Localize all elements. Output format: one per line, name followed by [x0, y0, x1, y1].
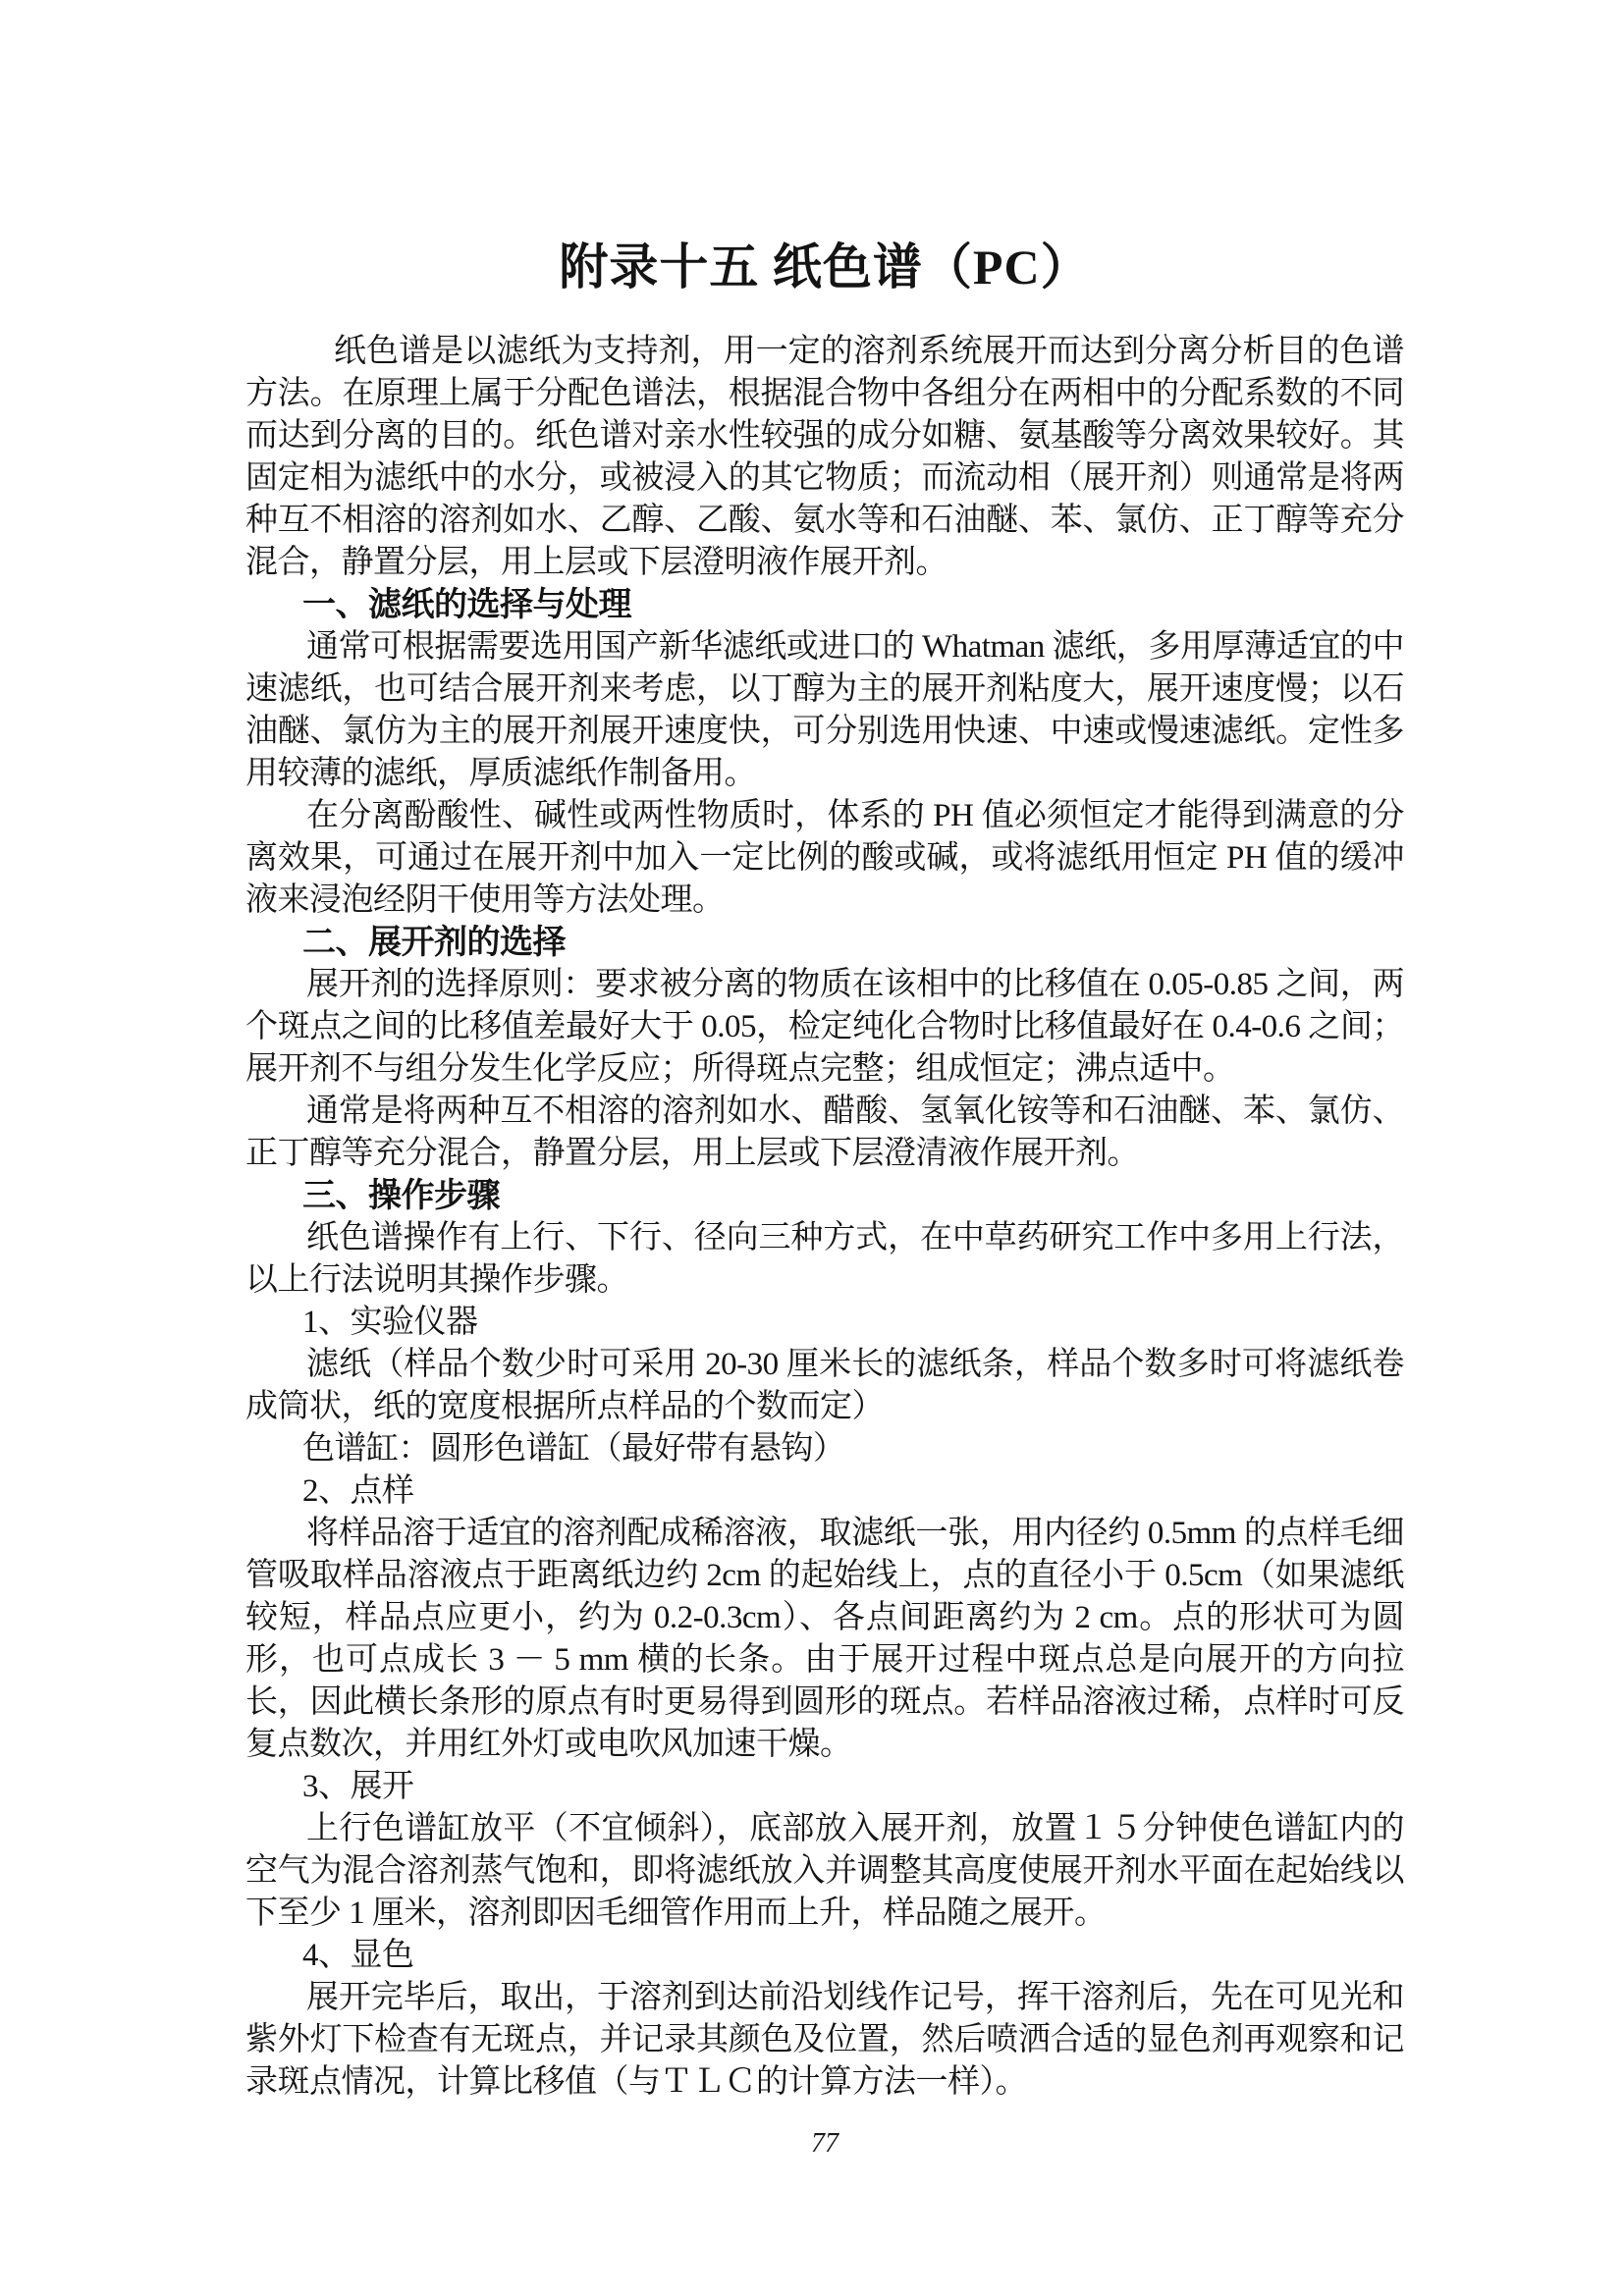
section-heading: 三、操作步骤	[302, 1178, 500, 1214]
paragraph: 纸色谱操作有上行、下行、径向三种方式，在中草药研究工作中多用上行法，以上行法说明其操作步骤。	[245, 1220, 1404, 1298]
paragraph: 将样品溶于适宜的溶剂配成稀溶液，取滤纸一张，用内径约 0.5mm 的点样毛细管吸取样品溶液点于距离纸边约 2cm 的起始线上，点的直径小于 0.5cm（如果滤纸较短，样品点应更小，约为 0.2-0.3cm）、各点间距离约为 2 cm。点的形状可为圆形，也可点成长 3 － 5 mm 横的长条。由于展开过程中斑点总是向展开的方向拉长，因此横长条形的原点有时更易得到圆形的斑点。若样品溶液过稀，点样时可反复点数次，并用红外灯或电吹风加速干燥。	[245, 1516, 1404, 1762]
paragraph: 在分离酚酸性、碱性或两性物质时，体系的 PH 值必须恒定才能得到满意的分离效果，可通过在展开剂中加入一定比例的酸或碱，或将滤纸用恒定 PH 值的缓冲液来浸泡经阴干使用等方法处理。	[245, 798, 1404, 918]
section-heading: 一、滤纸的选择与处理	[302, 587, 631, 623]
paragraph: 纸色谱是以滤纸为支持剂，用一定的溶剂系统展开而达到分离分析目的色谱方法。在原理上属于分配色谱法，根据混合物中各组分在两相中的分配系数的不同而达到分离的目的。纸色谱对亲水性较强的成分如糖、氨基酸等分离效果较好。其固定相为滤纸中的水分，或被浸入的其它物质；而流动相（展开剂）则通常是将两种互不相溶的溶剂如水、乙醇、乙酸、氨水等和石油醚、苯、氯仿、正丁醇等充分混合，静置分层，用上层或下层澄明液作展开剂。	[245, 334, 1404, 580]
section-heading: 二、展开剂的选择	[302, 925, 566, 961]
page-title: 附录十五 纸色谱（PC）	[559, 240, 1091, 294]
paragraph: 上行色谱缸放平（不宜倾斜），底部放入展开剂，放置１５分钟使色谱缸内的空气为混合溶剂蒸气饱和，即将滤纸放入并调整其高度使展开剂水平面在起始线以下至少 1 厘米，溶剂即因毛细管作用而上升，样品随之展开。	[245, 1811, 1404, 1931]
paragraph: 滤纸（样品个数少时可采用 20-30 厘米长的滤纸条，样品个数多时可将滤纸卷成筒状，纸的宽度根据所点样品的个数而定）	[245, 1347, 1404, 1424]
document-body	[245, 331, 1404, 2104]
list-item: 1、实验仪器	[302, 1305, 478, 1340]
paragraph: 通常可根据需要选用国产新华滤纸或进口的 Whatman 滤纸，多用厚薄适宜的中速滤纸，也可结合展开剂来考虑，以丁醇为主的展开剂粘度大，展开速度慢；以石油醚、氯仿为主的展开剂展开速度快，可分别选用快速、中速或慢速滤纸。定性多用较薄的滤纸，厚质滤纸作制备用。	[245, 629, 1404, 791]
list-item: 色谱缸：圆形色谱缸（最好带有悬钩）	[302, 1431, 845, 1467]
page-number: 77	[811, 2128, 839, 2159]
paragraph: 展开剂的选择原则：要求被分离的物质在该相中的比移值在 0.05-0.85 之间，两个斑点之间的比移值差最好大于 0.05，检定纯化合物时比移值最好在 0.4-0.6 之间；展开剂不与组分发生化学反应；所得斑点完整；组成恒定；沸点适中。	[245, 967, 1404, 1087]
paragraph: 通常是将两种互不相溶的溶剂如水、醋酸、氢氧化铵等和石油醚、苯、氯仿、正丁醇等充分混合，静置分层，用上层或下层澄清液作展开剂。	[245, 1094, 1404, 1171]
list-item: 4、显色	[302, 1938, 414, 1973]
list-item: 2、点样	[302, 1473, 414, 1509]
list-item: 3、展开	[302, 1769, 414, 1804]
paragraph: 展开完毕后，取出，于溶剂到达前沿划线作记号，挥干溶剂后，先在可见光和紫外灯下检查有无斑点，并记录其颜色及位置，然后喷洒合适的显色剂再观察和记录斑点情况，计算比移值（与ＴＬＣ的计算方法一样）。	[245, 1980, 1404, 2100]
